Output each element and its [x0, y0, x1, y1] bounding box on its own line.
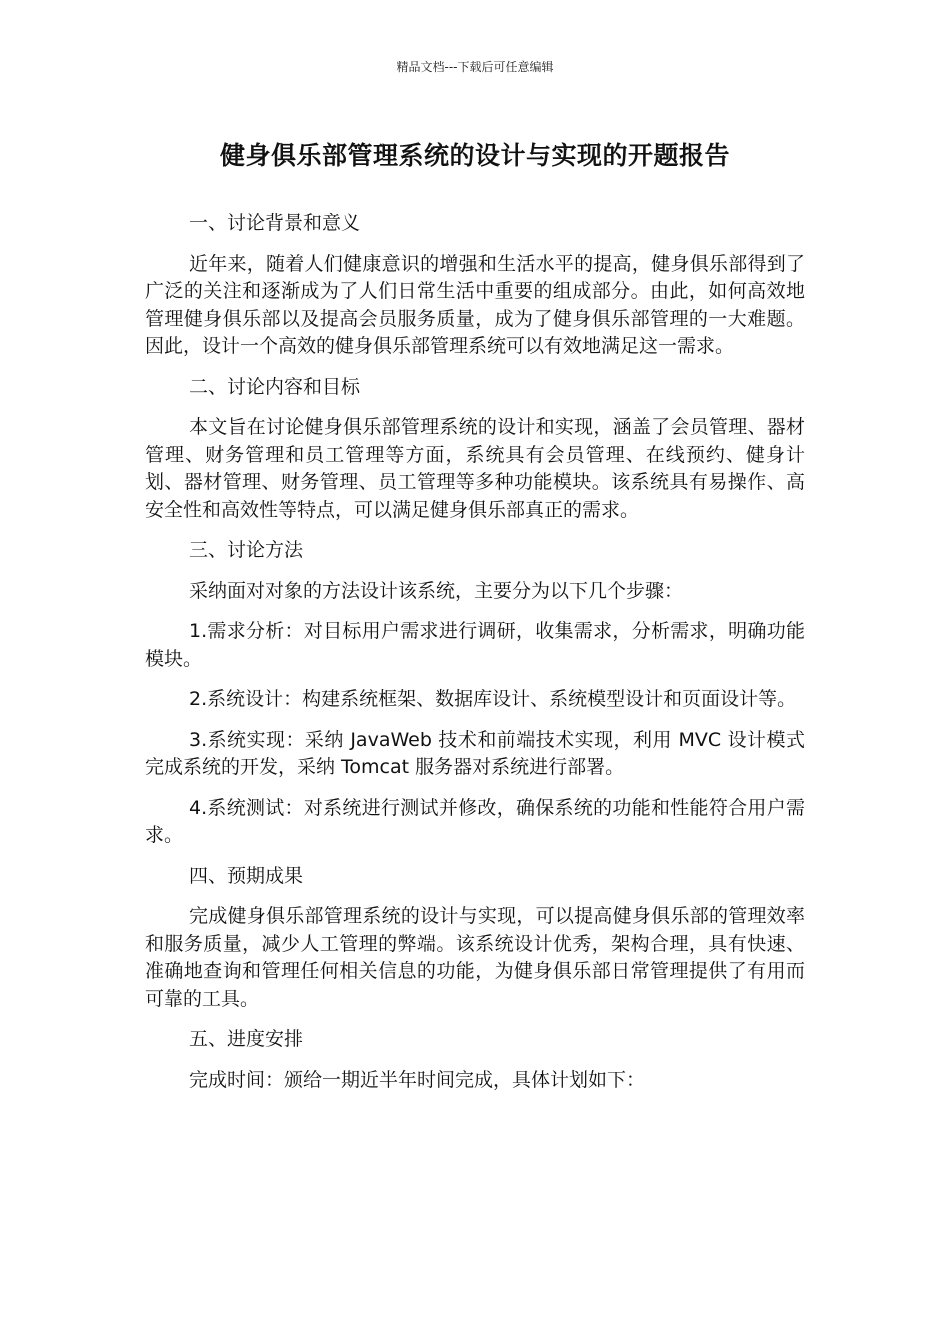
section-heading-schedule: 五、进度安排 — [189, 1028, 304, 1050]
paragraph-step-implementation: 3.系统实现：采纳 JavaWeb 技术和前端技术实现，利用 MVC 设计模式完成系统的开发，采纳 Tomcat 服务器对系统进行部署。 — [145, 728, 805, 778]
paragraph-background: 近年来，随着人们健康意识的增强和生活水平的提高，健身俱乐部得到了广泛的关注和逐渐成为了人们日常生活中重要的组成部分。由此，如何高效地管理健身俱乐部以及提高会员服务质量，成为了健身俱乐部管理的一大难题。因此，设计一个高效的健身俱乐部管理系统可以有效地满足这一需求。 — [145, 252, 805, 357]
paragraph-step-design: 2.系统设计：构建系统框架、数据库设计、系统模型设计和页面设计等。 — [189, 688, 797, 710]
paragraph-schedule: 完成时间：颁给一期近半年时间完成，具体计划如下： — [189, 1068, 646, 1091]
paragraph-expected-results: 完成健身俱乐部管理系统的设计与实现，可以提高健身俱乐部的管理效率和服务质量，减少人工管理的弊端。该系统设计优秀，架构合理，具有快速、准确地查询和管理任何相关信息的功能，为健身俱乐部日常管理提供了有用而可靠的工具。 — [145, 905, 805, 1010]
section-heading-method: 三、讨论方法 — [189, 539, 304, 561]
paragraph-step-testing: 4.系统测试：对系统进行测试并修改，确保系统的功能和性能符合用户需求。 — [145, 796, 805, 846]
paragraph-step-requirements: 1.需求分析：对目标用户需求进行调研，收集需求，分析需求，明确功能模块。 — [145, 620, 805, 670]
header-note: 精品文档---下载后可任意编辑 — [396, 60, 554, 74]
section-heading-background: 一、讨论背景和意义 — [189, 212, 361, 234]
paragraph-content-goals: 本文旨在讨论健身俱乐部管理系统的设计和实现，涵盖了会员管理、器材管理、财务管理和员工管理等方面，系统具有会员管理、在线预约、健身计划、器材管理、财务管理、员工管理等多种功能模块。该系统具有易操作、高安全性和高效性等特点，可以满足健身俱乐部真正的需求。 — [145, 416, 805, 521]
paragraph-method-intro: 采纳面对对象的方法设计该系统，主要分为以下几个步骤： — [189, 579, 684, 602]
document-title: 健身俱乐部管理系统的设计与实现的开题报告 — [219, 141, 730, 170]
document-body — [145, 210, 805, 1107]
section-heading-expected-results: 四、预期成果 — [189, 864, 304, 887]
section-heading-content-goals: 二、讨论内容和目标 — [189, 375, 361, 398]
